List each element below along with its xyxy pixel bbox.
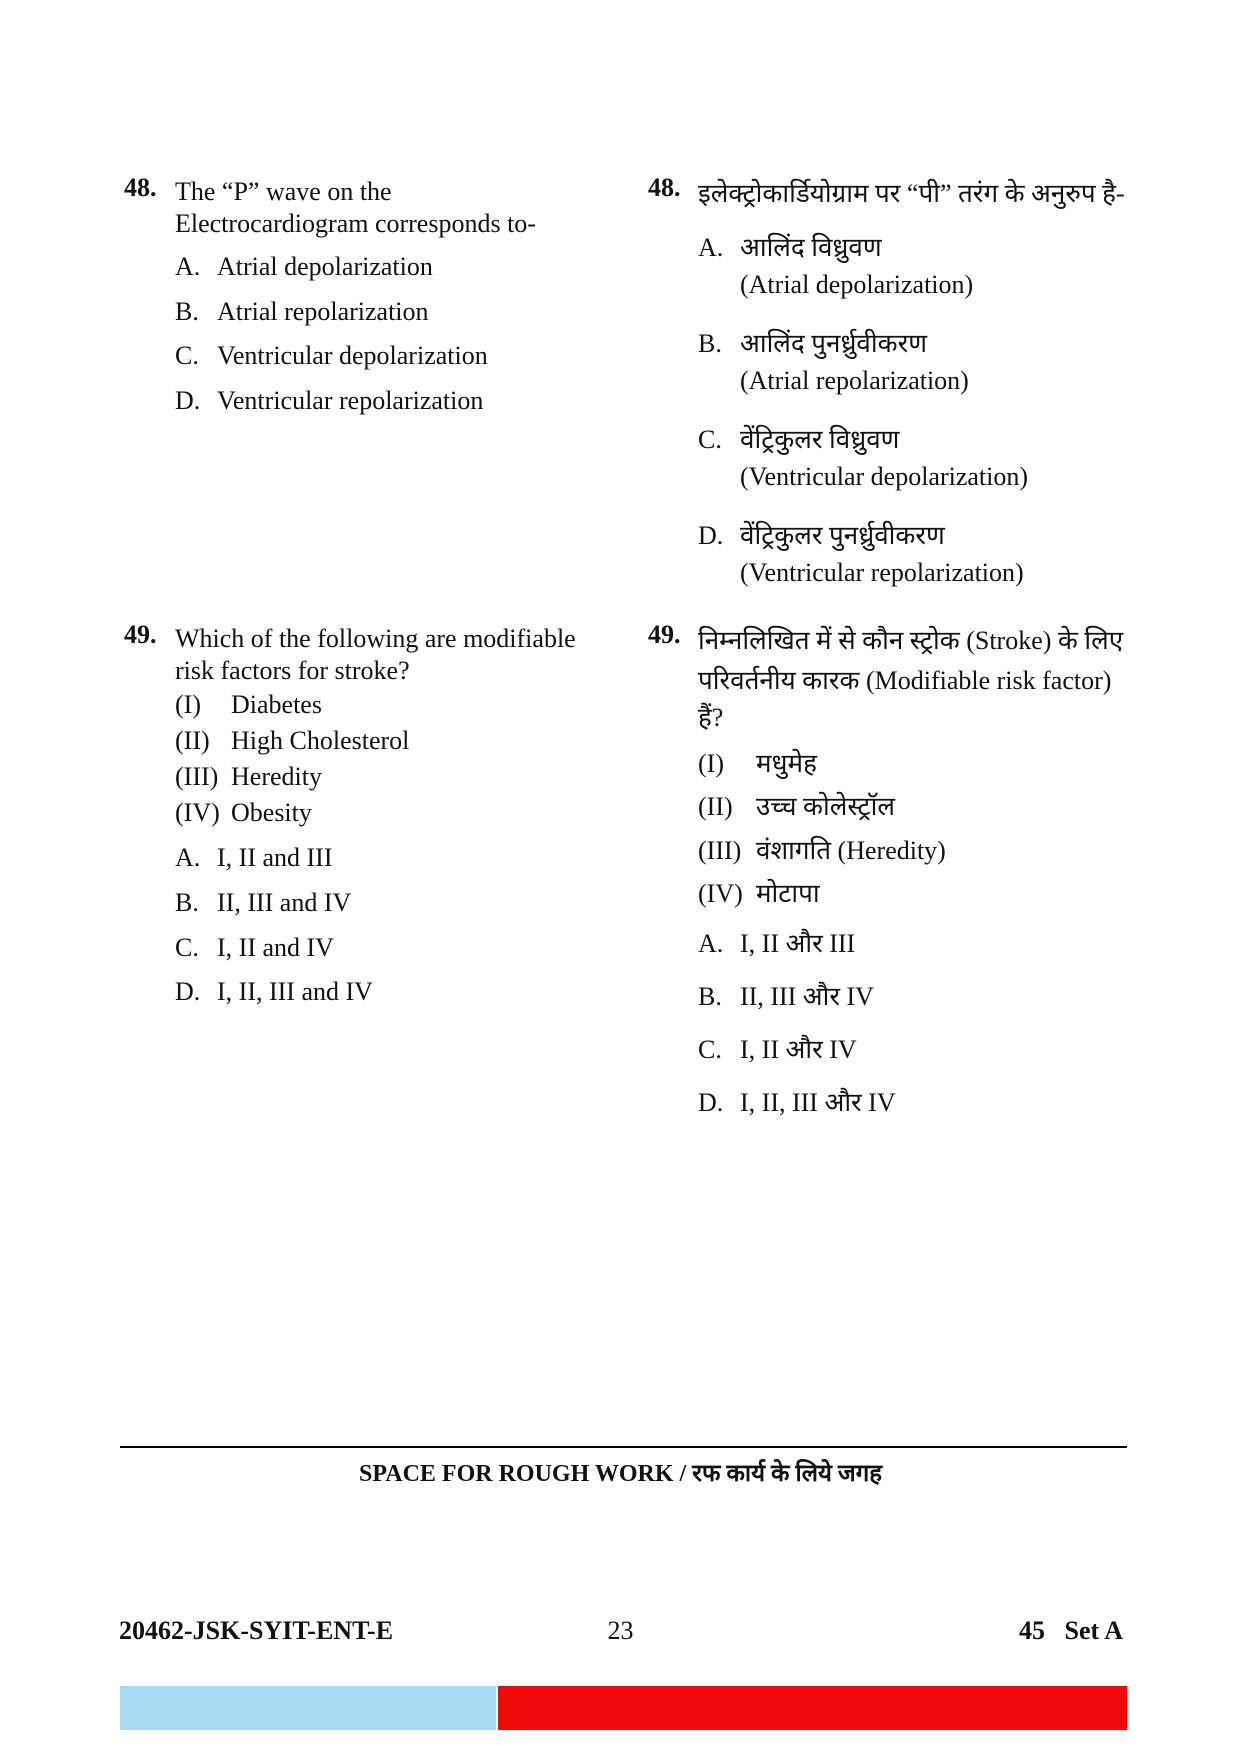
color-bar-left bbox=[120, 1686, 496, 1730]
question-text-line: हैं? bbox=[698, 703, 724, 732]
statement-label: (III) bbox=[175, 762, 219, 791]
option-subtext: (Ventricular depolarization) bbox=[740, 462, 1029, 491]
option-subtext: (Atrial depolarization) bbox=[740, 270, 974, 299]
option-text: आलिंद पुनर्ध्रुवीकरण bbox=[740, 329, 928, 358]
option-label: B. bbox=[175, 888, 199, 917]
option-label: A. bbox=[175, 843, 201, 872]
statement-label: (I) bbox=[175, 690, 201, 719]
question-text: The “P” wave on the Electrocardiogram corresponds to- bbox=[175, 177, 536, 238]
question-number: 49. bbox=[124, 620, 157, 649]
statement-item bbox=[698, 831, 946, 867]
option-label: C. bbox=[698, 1035, 722, 1064]
statement-item bbox=[175, 690, 322, 720]
option-d[interactable] bbox=[698, 516, 945, 552]
option-b[interactable] bbox=[175, 297, 429, 327]
option-label: A. bbox=[698, 233, 724, 262]
statement-item bbox=[175, 798, 312, 828]
option-c[interactable] bbox=[698, 420, 899, 456]
option-text: Atrial repolarization bbox=[217, 297, 429, 326]
option-text: I, II, III और IV bbox=[740, 1088, 896, 1117]
statement-item bbox=[175, 762, 322, 792]
statement-text: उच्च कोलेस्ट्रॉल bbox=[756, 792, 895, 821]
option-subtext: (Ventricular repolarization) bbox=[740, 558, 1024, 587]
option-label: D. bbox=[175, 977, 201, 1006]
statement-text: Heredity bbox=[231, 762, 322, 791]
option-d[interactable] bbox=[698, 1083, 896, 1119]
option-c[interactable] bbox=[175, 341, 488, 371]
question-number: 48. bbox=[124, 173, 157, 202]
statement-item bbox=[698, 744, 817, 780]
paper-code: 20462-JSK-SYIT-ENT-E bbox=[119, 1616, 394, 1645]
option-a[interactable] bbox=[175, 252, 433, 282]
option-text: I, II and IV bbox=[217, 933, 334, 962]
statement-text: Obesity bbox=[231, 798, 312, 827]
option-text: आलिंद विध्रुवण bbox=[740, 233, 882, 262]
statement-text: मधुमेह bbox=[756, 749, 817, 778]
question-text: Which of the following are modifiable risk factors for stroke? bbox=[175, 624, 576, 685]
option-label: D. bbox=[175, 386, 201, 415]
statement-text: वंशागति (Heredity) bbox=[756, 836, 946, 865]
option-label: C. bbox=[175, 341, 199, 370]
option-d[interactable] bbox=[175, 386, 483, 416]
option-label: B. bbox=[698, 329, 722, 358]
statement-text: मोटापा bbox=[756, 879, 820, 908]
option-text: I, II and III bbox=[217, 843, 333, 872]
rough-work-divider bbox=[120, 1446, 1127, 1448]
option-label: D. bbox=[698, 521, 724, 550]
question-text-line: निम्नलिखित में से कौन स्ट्रोक (Stroke) के लिए bbox=[698, 626, 1124, 655]
question-number: 48. bbox=[648, 173, 681, 202]
statement-item bbox=[698, 874, 820, 910]
option-label: D. bbox=[698, 1088, 724, 1117]
option-text: I, II और IV bbox=[740, 1035, 857, 1064]
option-c[interactable] bbox=[698, 1030, 857, 1066]
option-text: I, II, III and IV bbox=[217, 977, 373, 1006]
option-b[interactable] bbox=[175, 888, 351, 918]
option-text: Ventricular repolarization bbox=[217, 386, 484, 415]
option-d[interactable] bbox=[175, 977, 373, 1007]
option-label: C. bbox=[175, 933, 199, 962]
page-number: 23 bbox=[607, 1616, 634, 1645]
set-label: 45 Set A bbox=[1019, 1616, 1123, 1645]
option-text: II, III और IV bbox=[740, 982, 874, 1011]
statement-label: (II) bbox=[175, 726, 210, 755]
statement-label: (IV) bbox=[175, 798, 220, 827]
option-c[interactable] bbox=[175, 933, 334, 963]
option-text: वेंट्रिकुलर पुनर्ध्रुवीकरण bbox=[740, 521, 945, 550]
question-number: 49. bbox=[648, 620, 681, 649]
option-text: Ventricular depolarization bbox=[217, 341, 488, 370]
statement-label: (III) bbox=[698, 836, 742, 865]
statement-label: (II) bbox=[698, 792, 733, 821]
statement-label: (I) bbox=[698, 749, 724, 778]
option-subtext: (Atrial repolarization) bbox=[740, 366, 969, 395]
option-a[interactable] bbox=[698, 228, 882, 264]
option-label: B. bbox=[175, 297, 199, 326]
option-b[interactable] bbox=[698, 324, 927, 360]
option-label: B. bbox=[698, 982, 722, 1011]
question-text-line: परिवर्तनीय कारक (Modifiable risk factor) bbox=[698, 666, 1112, 695]
statement-text: High Cholesterol bbox=[231, 726, 410, 755]
statement-text: Diabetes bbox=[231, 690, 322, 719]
color-bar-right bbox=[498, 1686, 1127, 1730]
statement-item bbox=[175, 726, 409, 756]
option-a[interactable] bbox=[698, 924, 855, 960]
option-text: Atrial depolarization bbox=[217, 252, 433, 281]
option-label: A. bbox=[175, 252, 201, 281]
statement-item bbox=[698, 787, 895, 823]
option-label: C. bbox=[698, 425, 722, 454]
option-text: I, II और III bbox=[740, 929, 856, 958]
question-text: इलेक्ट्रोकार्डियोग्राम पर “पी” तरंग के अनुरुप है- bbox=[698, 179, 1125, 208]
rough-work-label: SPACE FOR ROUGH WORK / रफ कार्य के लिये जगह bbox=[359, 1461, 882, 1487]
option-text: वेंट्रिकुलर विध्रुवण bbox=[740, 425, 900, 454]
option-text: II, III and IV bbox=[217, 888, 352, 917]
option-b[interactable] bbox=[698, 977, 874, 1013]
option-label: A. bbox=[698, 929, 724, 958]
option-a[interactable] bbox=[175, 843, 333, 873]
statement-label: (IV) bbox=[698, 879, 743, 908]
